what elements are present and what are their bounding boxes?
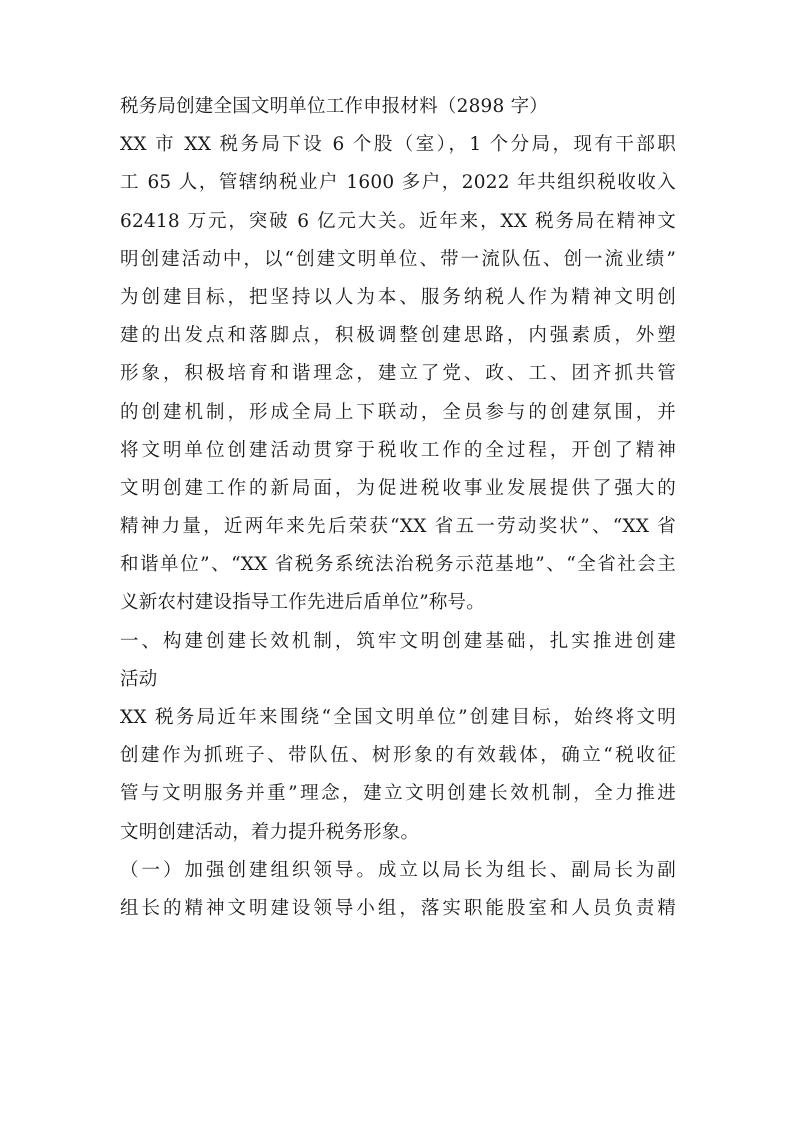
section-1-heading: [120, 623, 676, 699]
paragraph-line: 创建作为抓班子、带队伍、树形象的有效载体，确立“税收征: [120, 745, 676, 767]
section-1-paragraph: [120, 699, 676, 852]
paragraph-line: 将文明单位创建活动贯穿于税收工作的全过程，开创了精神: [120, 439, 676, 461]
paragraph-line: XX 税务局近年来围绕“全国文明单位”创建目标，始终将文明: [120, 707, 676, 728]
heading-line: 一、构建创建长效机制，筑牢文明创建基础，扎实推进创建: [120, 630, 676, 652]
paragraph-line: 建的出发点和落脚点，积极调整创建思路，内强素质，外塑: [120, 325, 676, 347]
paragraph-line: 管与文明服务并重”理念，建立文明创建长效机制，全力推进: [120, 783, 676, 805]
paragraph-line: 形象，积极培育和谐理念，建立了党、政、工、团齐抓共管: [120, 363, 676, 385]
document-page: [120, 88, 676, 928]
paragraph-line: 组长的精神文明建设领导小组，落实职能股室和人员负责精: [120, 897, 676, 919]
paragraph-line: 和谐单位”、“XX 省税务系统法治税务示范基地”、“全省社会主: [120, 554, 676, 576]
paragraph-line: 精神力量，近两年来先后荣获“XX 省五一劳动奖状”、“XX 省: [120, 516, 676, 538]
document-title: 税务局创建全国文明单位工作申报材料（2898 字）: [120, 96, 548, 117]
paragraph-line: 62418 万元，突破 6 亿元大关。近年来，XX 税务局在精神文: [120, 210, 676, 232]
paragraph-line: 工 65 人，管辖纳税业户 1600 多户，2022 年共组织税收收入: [120, 172, 676, 194]
heading-line: 活动: [120, 668, 158, 690]
intro-paragraph: [120, 126, 676, 622]
subsection-1-paragraph: [120, 852, 676, 928]
paragraph-line: 文明创建工作的新局面，为促进税收事业发展提供了强大的: [120, 477, 676, 499]
paragraph-line: XX 市 XX 税务局下设 6 个股（室），1 个分局，现有干部职: [120, 134, 676, 156]
paragraph-line: 明创建活动中，以“创建文明单位、带一流队伍、创一流业绩”: [120, 248, 676, 270]
paragraph-line: 文明创建活动，着力提升税务形象。: [120, 821, 420, 843]
paragraph-line: 为创建目标，把坚持以人为本、服务纳税人作为精神文明创: [120, 286, 676, 308]
paragraph-line: 的创建机制，形成全局上下联动，全员参与的创建氛围，并: [120, 401, 676, 423]
paragraph-line: 义新农村建设指导工作先进后盾单位”称号。: [120, 592, 485, 614]
paragraph-line: （一）加强创建组织领导。成立以局长为组长、副局长为副: [120, 859, 676, 881]
